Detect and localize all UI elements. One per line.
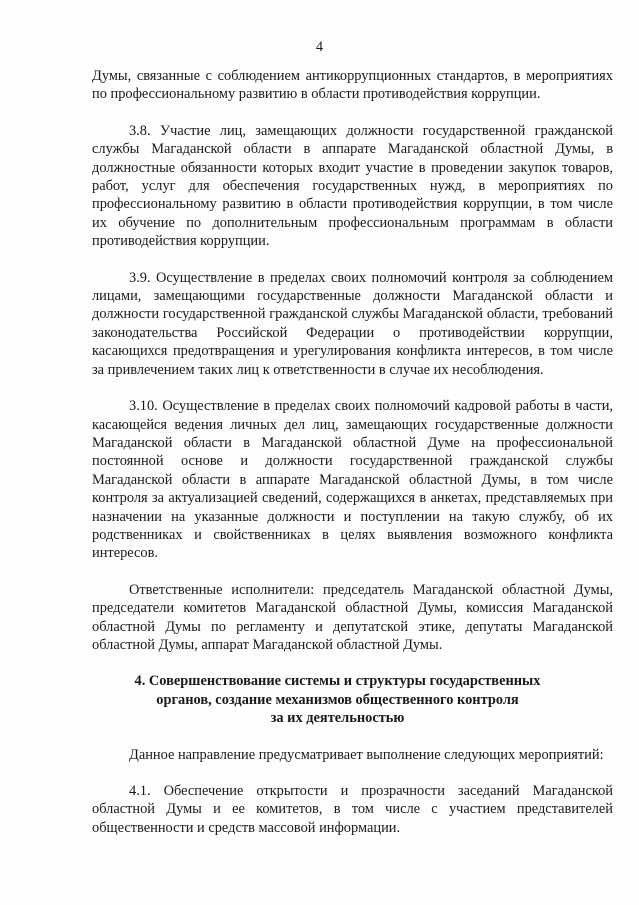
paragraph-section-4-intro: Данное направление предусматривает выполнение следующих мероприятий: bbox=[129, 746, 604, 763]
paragraph-responsible-executors: Ответственные исполнители: председатель Магаданской областной Думы, председатели комитетов Магаданской областной Думы, комиссия Магаданской областной Думы по регламенту и депутатской этике, депутаты Магаданской областной Думы, аппарат Магаданской областной Думы. bbox=[92, 581, 613, 653]
document-body bbox=[92, 67, 613, 855]
section-heading-line-1: 4. Совершенствование системы и структуры государственных bbox=[134, 673, 541, 690]
section-heading-line-3: за их деятельностью bbox=[270, 710, 405, 727]
paragraph-3-10: 3.10. Осуществление в пределах своих полномочий кадровой работы в части, касающейся ведения личных дел лиц, замещающих государственные должности Магаданской области в Магаданской областной Думе на профессиональной постоянной основе и должности государственной гражданской службы Магаданской области в аппарате Магаданской областной Думы, в том числе контроля за актуализацией сведений, содержащихся в анкетах, представляемых при назначении на указанные должности и поступлении на такую службу, об их родственниках и свойственниках в целях выявления возможного конфликта интересов. bbox=[92, 398, 613, 562]
paragraph-4-1: 4.1. Обеспечение открытости и прозрачности заседаний Магаданской областной Думы и ее комитетов, в том числе с участием представителей общественности и средств массовой информации. bbox=[92, 783, 613, 836]
section-heading-line-2: органов, создание механизмов общественного контроля bbox=[156, 691, 519, 708]
paragraph-continuation: Думы, связанные с соблюдением антикоррупционных стандартов, в мероприятиях по профессиональному развитию в области противодействия коррупции. bbox=[92, 68, 613, 103]
page-number: 4 bbox=[315, 39, 324, 55]
paragraph-3-8: 3.8. Участие лиц, замещающих должности государственной гражданской службы Магаданской области в аппарате Магаданской областной Думы, в должностные обязанности которых входит участие в проведении закупок товаров, работ, услуг для обеспечения государственных нужд, в мероприятиях по профессиональному развитию в области противодействия коррупции, в том числе их обучение по дополнительным профессиональным программам в области противодействия коррупции. bbox=[92, 122, 613, 250]
section-heading-4 bbox=[92, 672, 613, 727]
paragraph-3-9: 3.9. Осуществление в пределах своих полномочий контроля за соблюдением лицами, замещающими государственные должности Магаданской области и должности государственной гражданской службы Магаданской области, требований законодательства Российской Федерации о противодействии коррупции, касающихся предотвращения и урегулирования конфликта интересов, в том числе за привлечением таких лиц к ответственности в случае их несоблюдения. bbox=[92, 269, 613, 378]
